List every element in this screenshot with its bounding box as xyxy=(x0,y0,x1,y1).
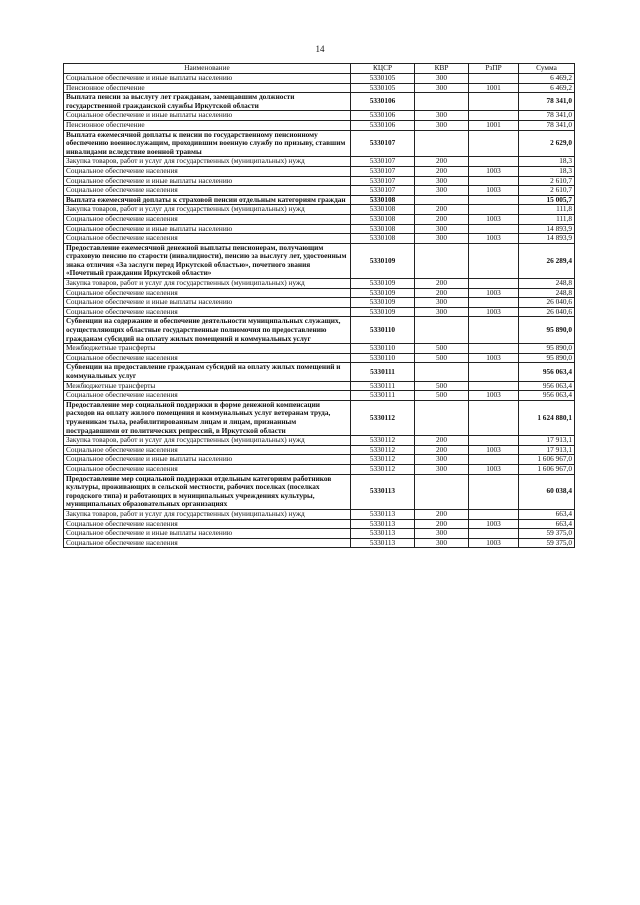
cell-kvr: 200 xyxy=(415,288,469,298)
cell-rzpr: 1001 xyxy=(469,120,519,130)
cell-kvr xyxy=(415,93,469,111)
cell-rzpr xyxy=(469,93,519,111)
cell-rzpr: 1003 xyxy=(469,391,519,401)
cell-kvr xyxy=(415,363,469,381)
cell-kvr: 200 xyxy=(415,279,469,289)
table-row xyxy=(64,519,575,529)
cell-rzpr xyxy=(469,224,519,234)
cell-name: Социальное обеспечение и иные выплаты населению xyxy=(64,74,351,84)
cell-sum: 59 375,0 xyxy=(519,529,575,539)
cell-kvr: 300 xyxy=(415,307,469,317)
cell-kvr: 300 xyxy=(415,234,469,244)
cell-rzpr xyxy=(469,111,519,121)
cell-kvr: 300 xyxy=(415,74,469,84)
cell-kcsr: 5330108 xyxy=(351,234,415,244)
cell-name: Социальное обеспечение населения xyxy=(64,214,351,224)
cell-name: Социальное обеспечение и иные выплаты населению xyxy=(64,224,351,234)
cell-kcsr: 5330111 xyxy=(351,381,415,391)
cell-rzpr xyxy=(469,205,519,215)
cell-kvr: 200 xyxy=(415,205,469,215)
cell-kcsr: 5330113 xyxy=(351,519,415,529)
table-row xyxy=(64,234,575,244)
cell-sum: 956 063,4 xyxy=(519,391,575,401)
table-row xyxy=(64,120,575,130)
cell-kcsr: 5330107 xyxy=(351,176,415,186)
cell-sum: 95 890,0 xyxy=(519,317,575,344)
cell-sum: 6 469,2 xyxy=(519,83,575,93)
cell-kcsr: 5330112 xyxy=(351,400,415,435)
cell-kcsr: 5330106 xyxy=(351,111,415,121)
cell-sum: 14 893,9 xyxy=(519,224,575,234)
table-row xyxy=(64,166,575,176)
cell-sum: 60 038,4 xyxy=(519,474,575,509)
cell-kcsr: 5330108 xyxy=(351,205,415,215)
cell-name: Социальное обеспечение и иные выплаты населению xyxy=(64,529,351,539)
cell-kvr xyxy=(415,130,469,157)
cell-kcsr: 5330110 xyxy=(351,353,415,363)
cell-rzpr: 1003 xyxy=(469,445,519,455)
cell-rzpr xyxy=(469,400,519,435)
cell-kcsr: 5330111 xyxy=(351,363,415,381)
table-row xyxy=(64,455,575,465)
cell-sum: 248,8 xyxy=(519,279,575,289)
table-row xyxy=(64,363,575,381)
cell-kcsr: 5330109 xyxy=(351,307,415,317)
cell-kcsr: 5330111 xyxy=(351,391,415,401)
cell-name: Социальное обеспечение населения xyxy=(64,307,351,317)
table-body xyxy=(64,74,575,548)
cell-kcsr: 5330113 xyxy=(351,474,415,509)
table-header xyxy=(64,64,575,74)
cell-kvr: 200 xyxy=(415,445,469,455)
cell-kvr: 500 xyxy=(415,344,469,354)
cell-sum: 1 624 880,1 xyxy=(519,400,575,435)
cell-sum: 6 469,2 xyxy=(519,74,575,84)
cell-kvr: 300 xyxy=(415,111,469,121)
cell-rzpr xyxy=(469,176,519,186)
cell-name: Закупка товаров, работ и услуг для государственных (муниципальных) нужд xyxy=(64,279,351,289)
cell-name: Предоставление мер социальной поддержки в форме денежной компенсации расходов на оплату жилого помещения и коммунальных услуг ветеранам труда, труженикам тыла, реабилитированным лицам и лицам, признанным пострадавшими от политических репрессий, в Иркутской области xyxy=(64,400,351,435)
cell-name: Предоставление мер социальной поддержки отдельным категориям работников культуры, проживающих в сельской местности, рабочих поселках (поселках городского типа) и работающих в муниципальных учреждениях культуры, муниципальных образовательных организациях xyxy=(64,474,351,509)
table-row xyxy=(64,157,575,167)
header-rzpr: РзПР xyxy=(469,64,519,74)
cell-rzpr xyxy=(469,74,519,84)
cell-name: Пенсионное обеспечение xyxy=(64,120,351,130)
table-row xyxy=(64,74,575,84)
cell-sum: 111,8 xyxy=(519,205,575,215)
table-row xyxy=(64,93,575,111)
cell-rzpr xyxy=(469,436,519,446)
table-row xyxy=(64,298,575,308)
cell-rzpr xyxy=(469,455,519,465)
cell-name: Социальное обеспечение и иные выплаты населению xyxy=(64,176,351,186)
cell-sum: 248,8 xyxy=(519,288,575,298)
cell-rzpr: 1003 xyxy=(469,307,519,317)
cell-rzpr xyxy=(469,509,519,519)
cell-kcsr: 5330108 xyxy=(351,214,415,224)
table-row xyxy=(64,509,575,519)
cell-kvr: 200 xyxy=(415,509,469,519)
cell-rzpr xyxy=(469,243,519,278)
table-row xyxy=(64,529,575,539)
cell-kcsr: 5330110 xyxy=(351,344,415,354)
cell-kvr: 300 xyxy=(415,538,469,548)
cell-kcsr: 5330108 xyxy=(351,224,415,234)
cell-kvr: 200 xyxy=(415,214,469,224)
table-row xyxy=(64,205,575,215)
cell-name: Социальное обеспечение населения xyxy=(64,391,351,401)
table-row xyxy=(64,111,575,121)
cell-sum: 111,8 xyxy=(519,214,575,224)
cell-name: Субвенции на содержание и обеспечение деятельности муниципальных служащих, осуществляющих областные государственные полномочия по предоставлению гражданам субсидий на оплату жилых помещений и коммунальных услуг xyxy=(64,317,351,344)
cell-name: Социальное обеспечение населения xyxy=(64,519,351,529)
cell-kvr xyxy=(415,400,469,435)
cell-name: Выплата ежемесячной доплаты к пенсии по государственному пенсионному обеспечению военнослужащим, проходившим военную службу по призыву, ставшим инвалидами вследствие военной травмы xyxy=(64,130,351,157)
page-number: 14 xyxy=(315,44,325,54)
cell-kvr: 300 xyxy=(415,224,469,234)
cell-kvr xyxy=(415,195,469,205)
cell-sum: 15 005,7 xyxy=(519,195,575,205)
cell-sum: 2 610,7 xyxy=(519,176,575,186)
cell-kvr: 200 xyxy=(415,166,469,176)
cell-kvr: 300 xyxy=(415,120,469,130)
cell-rzpr xyxy=(469,381,519,391)
header-sum: Сумма xyxy=(519,64,575,74)
table-row xyxy=(64,279,575,289)
cell-sum: 1 606 967,0 xyxy=(519,464,575,474)
cell-kcsr: 5330112 xyxy=(351,455,415,465)
table-row xyxy=(64,176,575,186)
cell-name: Социальное обеспечение населения xyxy=(64,288,351,298)
cell-kcsr: 5330113 xyxy=(351,509,415,519)
table-row xyxy=(64,353,575,363)
cell-rzpr xyxy=(469,195,519,205)
cell-name: Социальное обеспечение населения xyxy=(64,186,351,196)
cell-rzpr: 1003 xyxy=(469,186,519,196)
cell-sum: 18,3 xyxy=(519,166,575,176)
cell-kcsr: 5330107 xyxy=(351,130,415,157)
cell-sum: 26 040,6 xyxy=(519,307,575,317)
table-row xyxy=(64,391,575,401)
cell-kcsr: 5330106 xyxy=(351,93,415,111)
cell-kcsr: 5330107 xyxy=(351,166,415,176)
cell-sum: 956 063,4 xyxy=(519,363,575,381)
cell-kvr: 300 xyxy=(415,298,469,308)
cell-sum: 2 610,7 xyxy=(519,186,575,196)
cell-name: Выплата пенсии за выслугу лет гражданам, замещавшим должности государственной гражданской службы Иркутской области xyxy=(64,93,351,111)
cell-rzpr xyxy=(469,317,519,344)
cell-kvr: 300 xyxy=(415,176,469,186)
table-row xyxy=(64,538,575,548)
table-row xyxy=(64,436,575,446)
cell-kcsr: 5330105 xyxy=(351,83,415,93)
header-kcsr: КЦСР xyxy=(351,64,415,74)
cell-name: Межбюджетные трансферты xyxy=(64,344,351,354)
cell-kvr: 300 xyxy=(415,529,469,539)
table-row xyxy=(64,186,575,196)
cell-name: Пенсионное обеспечение xyxy=(64,83,351,93)
cell-name: Социальное обеспечение населения xyxy=(64,445,351,455)
table-row xyxy=(64,288,575,298)
cell-name: Предоставление ежемесячной денежной выплаты пенсионерам, получающим страховую пенсию по старости (инвалидности), пенсию за выслугу лет, удостоенным знака отличия «За заслуги перед Иркутской областью», почетного звания «Почетный гражданин Иркутской области» xyxy=(64,243,351,278)
cell-sum: 2 629,0 xyxy=(519,130,575,157)
cell-kcsr: 5330112 xyxy=(351,445,415,455)
cell-name: Закупка товаров, работ и услуг для государственных (муниципальных) нужд xyxy=(64,509,351,519)
table-row xyxy=(64,445,575,455)
table-row xyxy=(64,130,575,157)
cell-name: Социальное обеспечение и иные выплаты населению xyxy=(64,111,351,121)
cell-kcsr: 5330110 xyxy=(351,317,415,344)
cell-sum: 17 913,1 xyxy=(519,445,575,455)
cell-kcsr: 5330109 xyxy=(351,243,415,278)
cell-sum: 1 606 967,0 xyxy=(519,455,575,465)
cell-sum: 78 341,0 xyxy=(519,120,575,130)
cell-name: Межбюджетные трансферты xyxy=(64,381,351,391)
cell-sum: 95 890,0 xyxy=(519,353,575,363)
cell-name: Социальное обеспечение и иные выплаты населению xyxy=(64,298,351,308)
cell-rzpr xyxy=(469,298,519,308)
cell-kcsr: 5330107 xyxy=(351,157,415,167)
cell-kcsr: 5330112 xyxy=(351,436,415,446)
cell-rzpr xyxy=(469,363,519,381)
budget-table xyxy=(63,63,575,548)
cell-rzpr xyxy=(469,130,519,157)
cell-rzpr: 1003 xyxy=(469,353,519,363)
cell-kcsr: 5330112 xyxy=(351,464,415,474)
table-row xyxy=(64,243,575,278)
cell-sum: 59 375,0 xyxy=(519,538,575,548)
cell-sum: 78 341,0 xyxy=(519,111,575,121)
cell-name: Социальное обеспечение населения xyxy=(64,353,351,363)
table-row xyxy=(64,474,575,509)
table-row xyxy=(64,344,575,354)
cell-kvr xyxy=(415,317,469,344)
cell-kcsr: 5330107 xyxy=(351,186,415,196)
table-row xyxy=(64,214,575,224)
header-name: Наименование xyxy=(64,64,351,74)
cell-rzpr xyxy=(469,474,519,509)
cell-kvr xyxy=(415,474,469,509)
cell-rzpr: 1003 xyxy=(469,234,519,244)
cell-rzpr: 1003 xyxy=(469,464,519,474)
cell-sum: 95 890,0 xyxy=(519,344,575,354)
cell-rzpr: 1003 xyxy=(469,166,519,176)
cell-kcsr: 5330113 xyxy=(351,538,415,548)
cell-name: Субвенции на предоставление гражданам субсидий на оплату жилых помещений и коммунальных услуг xyxy=(64,363,351,381)
cell-kvr: 300 xyxy=(415,186,469,196)
cell-name: Закупка товаров, работ и услуг для государственных (муниципальных) нужд xyxy=(64,436,351,446)
cell-kcsr: 5330108 xyxy=(351,195,415,205)
cell-rzpr: 1003 xyxy=(469,214,519,224)
cell-kvr: 500 xyxy=(415,353,469,363)
cell-name: Закупка товаров, работ и услуг для государственных (муниципальных) нужд xyxy=(64,205,351,215)
cell-sum: 14 893,9 xyxy=(519,234,575,244)
table-row xyxy=(64,224,575,234)
cell-kcsr: 5330105 xyxy=(351,74,415,84)
cell-rzpr xyxy=(469,529,519,539)
cell-sum: 26 289,4 xyxy=(519,243,575,278)
cell-kvr: 300 xyxy=(415,455,469,465)
cell-rzpr: 1003 xyxy=(469,288,519,298)
header-row xyxy=(64,64,575,74)
cell-kvr: 500 xyxy=(415,391,469,401)
cell-kcsr: 5330109 xyxy=(351,279,415,289)
cell-name: Социальное обеспечение и иные выплаты населению xyxy=(64,455,351,465)
cell-rzpr: 1001 xyxy=(469,83,519,93)
cell-kvr: 500 xyxy=(415,381,469,391)
cell-kvr: 200 xyxy=(415,157,469,167)
cell-rzpr xyxy=(469,279,519,289)
cell-kvr: 300 xyxy=(415,464,469,474)
cell-rzpr: 1003 xyxy=(469,519,519,529)
cell-name: Социальное обеспечение населения xyxy=(64,234,351,244)
cell-rzpr xyxy=(469,157,519,167)
cell-kcsr: 5330109 xyxy=(351,288,415,298)
cell-kvr xyxy=(415,243,469,278)
cell-name: Социальное обеспечение населения xyxy=(64,166,351,176)
table-row xyxy=(64,400,575,435)
table-row xyxy=(64,307,575,317)
cell-sum: 18,3 xyxy=(519,157,575,167)
cell-rzpr: 1003 xyxy=(469,538,519,548)
table-row xyxy=(64,317,575,344)
header-kvr: КВР xyxy=(415,64,469,74)
cell-name: Выплата ежемесячной доплаты к страховой пенсии отдельным категориям граждан xyxy=(64,195,351,205)
table-row xyxy=(64,464,575,474)
cell-name: Закупка товаров, работ и услуг для государственных (муниципальных) нужд xyxy=(64,157,351,167)
cell-kcsr: 5330109 xyxy=(351,298,415,308)
table-row xyxy=(64,195,575,205)
cell-kvr: 200 xyxy=(415,436,469,446)
cell-kvr: 300 xyxy=(415,83,469,93)
cell-kvr: 200 xyxy=(415,519,469,529)
cell-rzpr xyxy=(469,344,519,354)
cell-sum: 663,4 xyxy=(519,519,575,529)
cell-sum: 956 063,4 xyxy=(519,381,575,391)
cell-kcsr: 5330113 xyxy=(351,529,415,539)
cell-sum: 78 341,0 xyxy=(519,93,575,111)
cell-name: Социальное обеспечение населения xyxy=(64,464,351,474)
cell-sum: 663,4 xyxy=(519,509,575,519)
cell-name: Социальное обеспечение населения xyxy=(64,538,351,548)
cell-sum: 26 040,6 xyxy=(519,298,575,308)
table-row xyxy=(64,381,575,391)
table-row xyxy=(64,83,575,93)
cell-kcsr: 5330106 xyxy=(351,120,415,130)
cell-sum: 17 913,1 xyxy=(519,436,575,446)
